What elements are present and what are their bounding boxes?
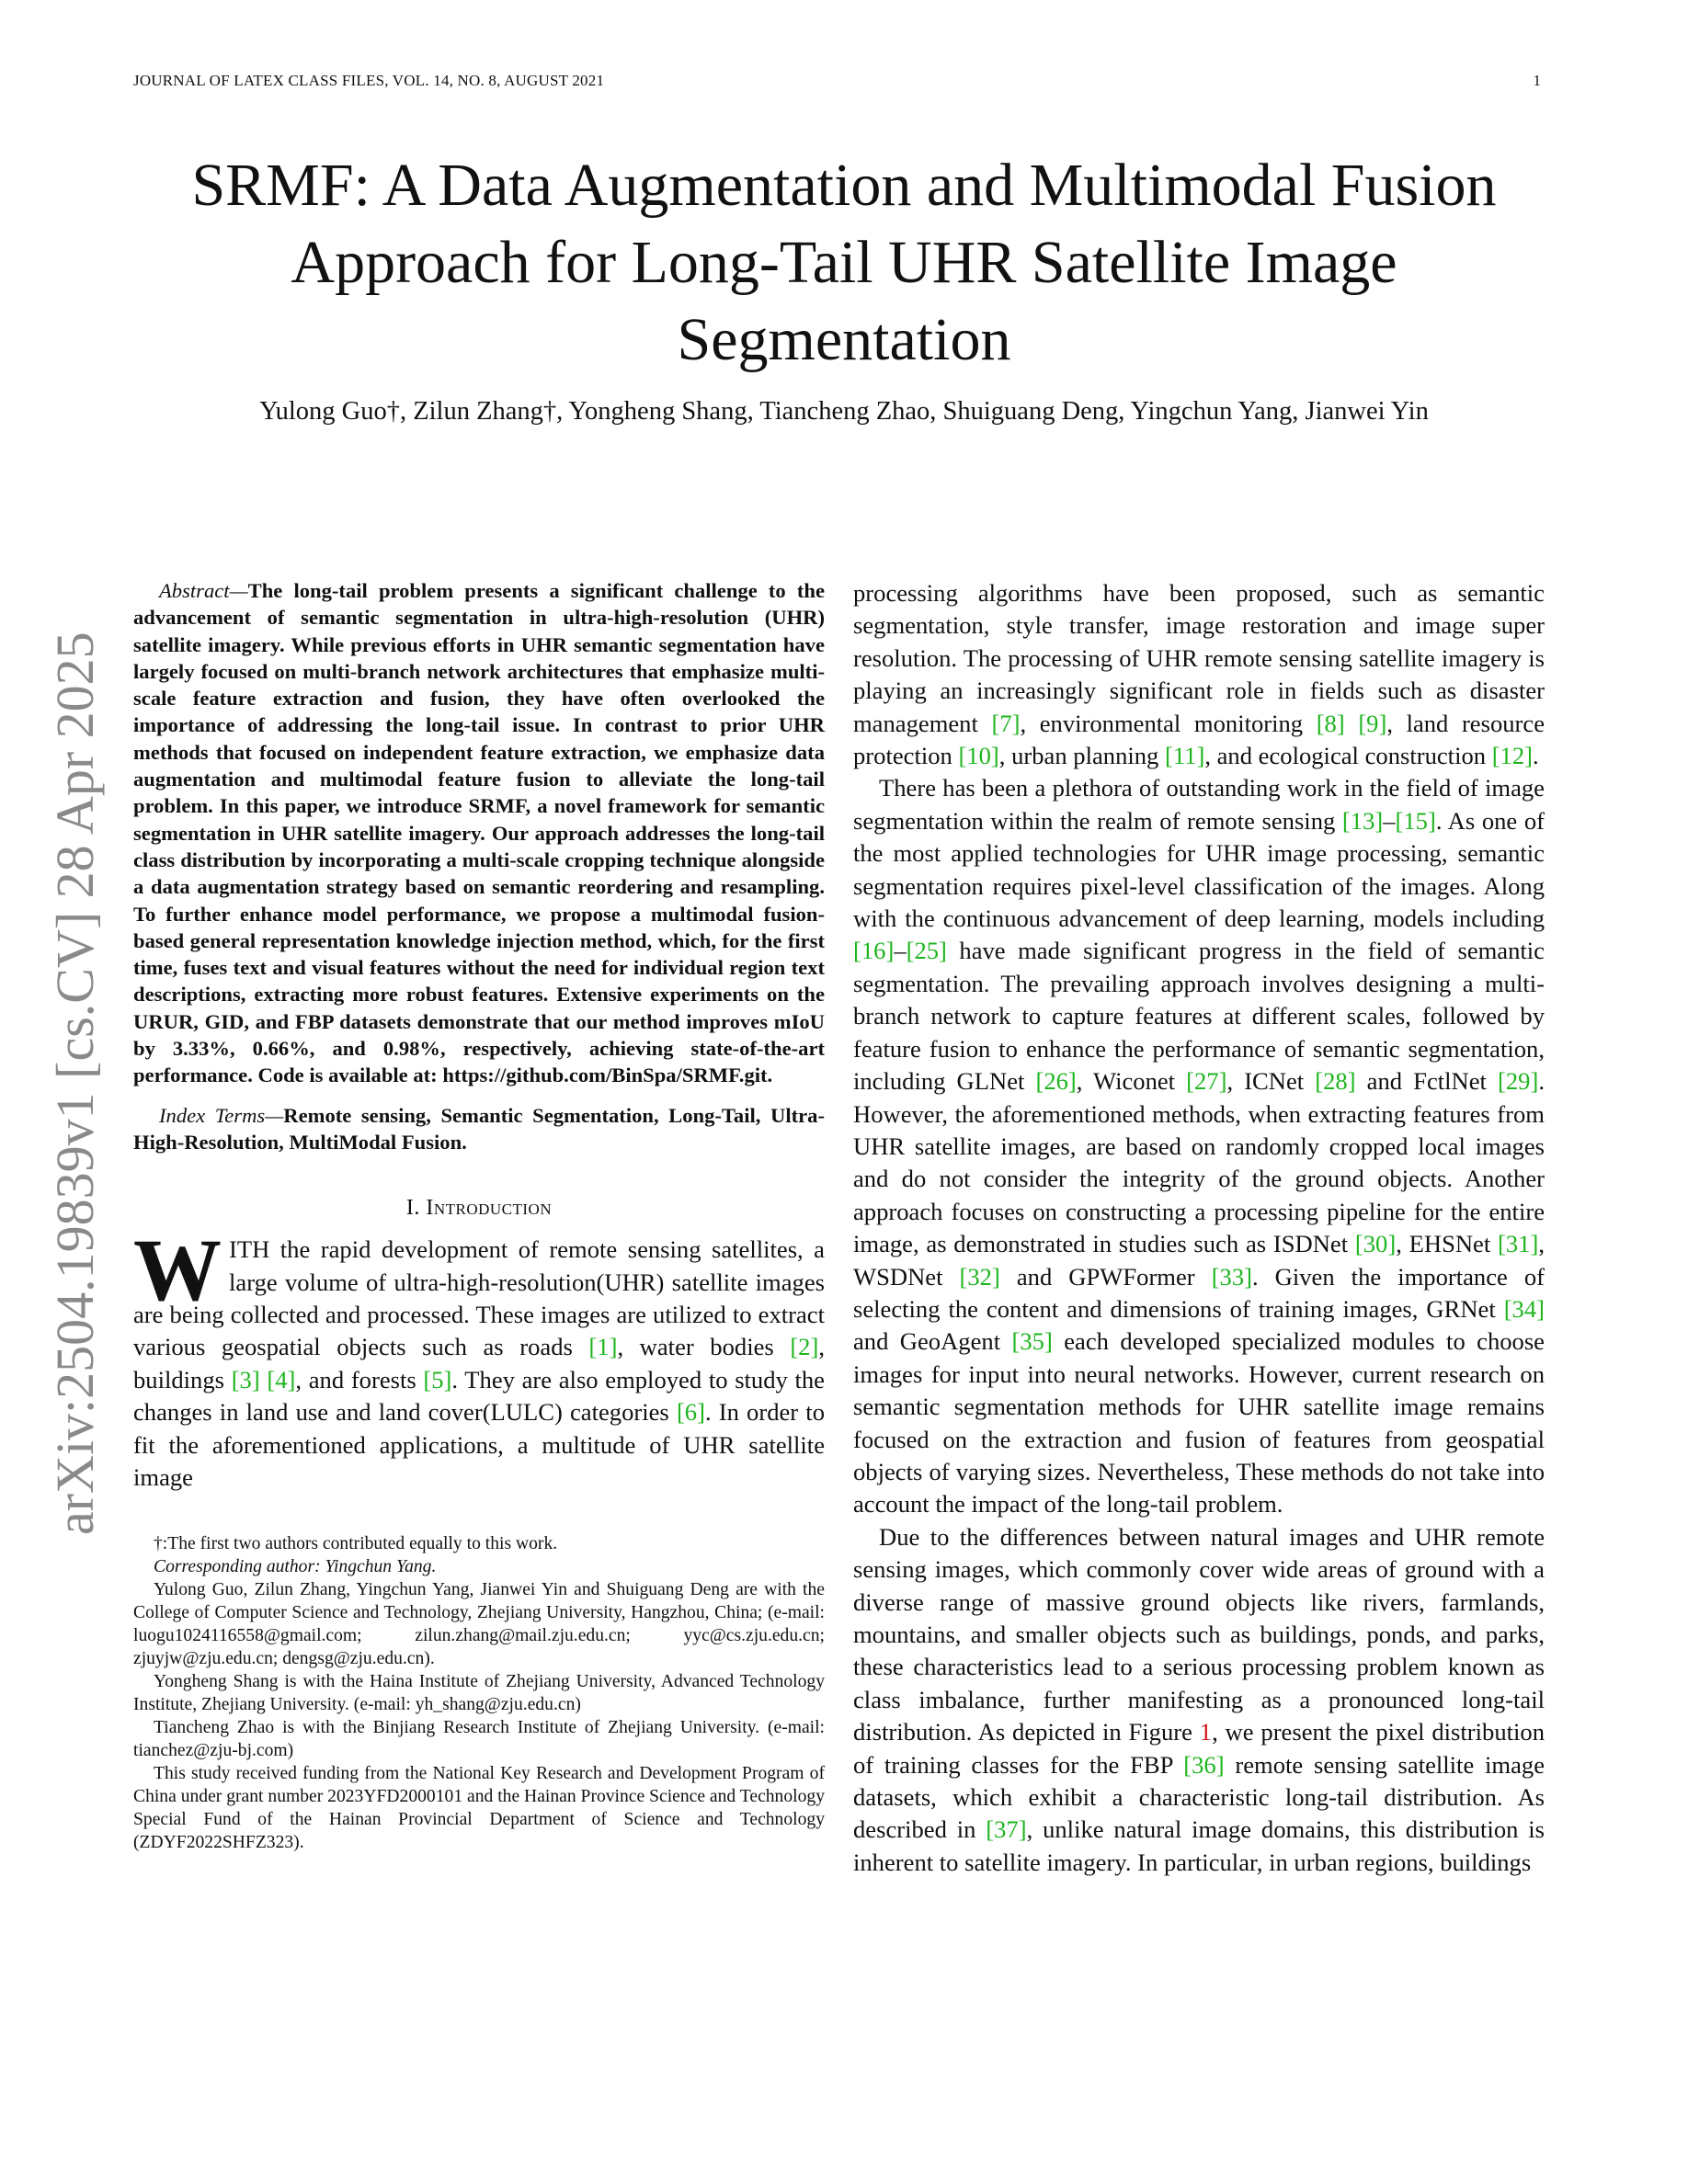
citation-link[interactable]: [10] — [958, 742, 999, 770]
citation-link[interactable]: [7] — [991, 709, 1021, 737]
citation-link[interactable]: [16] — [853, 937, 895, 965]
text-run: . They are also employed to study the changes in land use and land cover(LULC) categories — [133, 1365, 825, 1427]
citation-link[interactable]: [31] — [1498, 1230, 1539, 1258]
abstract-text: The long-tail problem presents a significant challenge to the advancement of semantic segmentation in ultra-high-resolution (UHR) satellite imagery. While previous efforts in UHR semantic segmentation have largely focused on multi-branch network architectures that emphasize multi-scale feature extraction and fusion, they have often overlooked the importance of addressing the long-tail issue. In contrast to prior UHR methods that focused on independent feature extraction, we emphasize data augmentation and multimodal feature fusion to alleviate the long-tail problem. In this paper, we introduce SRMF, a novel framework for semantic segmentation in UHR satellite imagery. Our approach addresses the long-tail class distribution by incorporating a multi-scale cropping technique alongside a data augmentation strategy based on semantic reordering and resampling. To further enhance model performance, we propose a multimodal fusion-based general representation knowledge injection method, which, for the first time, fuses text and visual features without the need for individual region text descriptions, extracting more robust features. Extensive experiments on the URUR, GID, and FBP datasets demonstrate that our method improves mIoU by 3.33%, 0.66%, and 0.98%, respectively, achieving state-of-the-art performance. Code is available at: https://github.com/BinSpa/SRMF.git. — [133, 579, 825, 1087]
citation-link[interactable]: [30] — [1354, 1230, 1397, 1258]
text-run: and GeoAgent — [853, 1327, 1012, 1356]
text-run: . — [1533, 742, 1539, 770]
abstract — [133, 577, 825, 1089]
text-run: , urban planning — [998, 742, 1165, 770]
text-run: , buildings — [133, 1333, 825, 1393]
page-number: 1 — [1533, 72, 1541, 89]
citation-link[interactable]: [12] — [1491, 742, 1534, 770]
citation-link[interactable]: [37] — [986, 1815, 1027, 1844]
footnotes — [133, 1532, 825, 1854]
citation-link[interactable]: [6] — [676, 1398, 705, 1427]
text-run: Due to the differences between natural images and UHR remote sensing images, which commonly cover wide areas of ground with a diverse range of massive ground objects like rivers, farmlands, mountains, and smaller objects such as buildings, ponds, and parks, these characteristics lead to a serious processing problem known as class imbalance, further manifesting as a pronounced long-tail distribution. As depicted in Figure — [853, 1522, 1545, 1746]
intro-paragraph — [133, 1221, 825, 1494]
right-column — [853, 577, 1545, 1879]
text-run: . As one of the most applied technologies for UHR image processing, semantic segmentation requires pixel-level classification of the images. Along with the continuous advancement of deep learning, models including — [853, 806, 1545, 933]
index-terms-text: Remote sensing, Semantic Segmentation, Long-Tail, Ultra-High-Resolution, MultiModal Fusion. — [133, 1103, 825, 1154]
footnote-corresponding-author: Corresponding author: Yingchun Yang. — [154, 1557, 437, 1577]
running-header: JOURNAL OF LATEX CLASS FILES, VOL. 14, NO. 8, AUGUST 2021 — [133, 72, 605, 89]
drop-cap: W — [133, 1221, 222, 1320]
citation-link[interactable]: [27] — [1186, 1067, 1227, 1096]
body-paragraph — [853, 772, 1545, 1520]
text-run: , unlike natural image domains, this distribution is inherent to satellite imagery. In particular, in urban regions, buildings — [853, 1815, 1545, 1876]
citation-link[interactable]: [35] — [1011, 1327, 1053, 1356]
citation-link[interactable]: [5] — [423, 1365, 452, 1393]
text-run: and GPWFormer — [999, 1262, 1212, 1291]
text-run: and FctlNet — [1355, 1067, 1499, 1096]
citation-link[interactable]: [4] — [267, 1365, 296, 1393]
text-run: processing algorithms have been proposed, such as semantic segmentation, style transfer, image restoration and image super resolution. The processing of UHR remote sensing satellite imagery is playing an increasingly significant role in fields such as disaster management — [853, 579, 1545, 737]
text-run: , environmental monitoring — [1020, 709, 1317, 737]
index-terms-label: Index Terms— — [159, 1103, 284, 1127]
text-run: , and forests — [295, 1365, 424, 1393]
text-run: have made significant progress in the field of semantic segmentation. The prevailing approach involves designing a multi-branch network to capture features at different scales, followed by feature fusion to enhance the performance of semantic segmentation, including GLNet — [853, 937, 1545, 1096]
text-run: , ICNet — [1226, 1067, 1316, 1096]
body-paragraph — [853, 577, 1545, 772]
index-terms — [133, 1102, 825, 1156]
citation-link[interactable]: [26] — [1035, 1067, 1077, 1096]
text-run: , water bodies — [617, 1333, 791, 1361]
footnote-affiliation: Yulong Guo, Zilun Zhang, Yingchun Yang, Jianwei Yin and Shuiguang Deng are with the College of Computer Science and Technology, Zhejiang University, Hangzhou, China; (e-mail: luogu1024116558@gmail.com; zilun.zhang@mail.zju.edu.cn; yyc@cs.zju.edu.cn; zjuyjw@zju.edu.cn; dengsg@zju.edu.cn). — [133, 1580, 825, 1669]
citation-link[interactable]: [9] — [1358, 709, 1387, 737]
body-paragraph — [853, 1521, 1545, 1879]
text-run: , land resource protection — [853, 709, 1545, 770]
text-run: , EHSNet — [1396, 1230, 1499, 1258]
text-run: , we present the pixel distribution of training classes for the FBP — [853, 1718, 1545, 1779]
section-heading-introduction: I. Introduction — [405, 1196, 553, 1221]
text-run: . However, the aforementioned methods, when extracting features from UHR satellite images, are based on randomly cropped local images and do not consider the integrity of the ground objects. Another approach focuses on constructing a processing pipeline for the entire image, as demonstrated in studies such as ISDNet — [853, 1067, 1545, 1258]
footnote-equal-contribution: †:The first two authors contributed equally to this work. — [154, 1534, 558, 1554]
citation-link[interactable]: [36] — [1183, 1750, 1225, 1779]
text-run: . Given the importance of selecting the content and dimensions of training images, GRNet — [853, 1262, 1545, 1323]
text-run: There has been a plethora of outstanding work in the field of image segmentation within the realm of remote sensing — [853, 774, 1545, 835]
text-run — [1345, 710, 1359, 737]
citation-link[interactable]: [2] — [790, 1333, 819, 1361]
abstract-label: Abstract— — [159, 579, 248, 602]
citation-link[interactable]: [25] — [906, 937, 947, 965]
author-list: Yulong Guo†, Zilun Zhang†, Yongheng Shang, Tiancheng Zhao, Shuiguang Deng, Yingchun Yang, Jianwei Yin — [259, 397, 1429, 426]
figure-reference-link[interactable]: 1 — [1199, 1718, 1213, 1746]
footnote-funding: This study received funding from the National Key Research and Development Program of China under grant number 2023YFD2000101 and the Hainan Province Science and Technology Special Fund of the Hainan Provincial Department of Science and Technology (ZDYF2022SHFZ323). — [133, 1764, 825, 1853]
citation-link[interactable]: [32] — [959, 1262, 1000, 1291]
text-run: remote sensing satellite image datasets, which exhibit a characteristic long-tail distribution. As described in — [853, 1750, 1545, 1844]
text-run: . In order to fit the aforementioned applications, a multitude of UHR satellite image — [133, 1398, 825, 1492]
arxiv-identifier-stamp: arXiv:2504.19839v1 [cs.CV] 28 Apr 2025 — [45, 631, 105, 1535]
citation-link[interactable]: [8] — [1316, 709, 1345, 737]
text-run: , WSDNet — [853, 1230, 1545, 1291]
citation-link[interactable]: [13] — [1341, 806, 1384, 835]
citation-link[interactable]: [28] — [1315, 1067, 1356, 1096]
text-run: ITH the rapid development of remote sensing satellites, a large volume of ultra-high-resolution(UHR) satellite images are being collected and processed. These images are utilized to extract various geospatial objects such as roads — [133, 1235, 825, 1361]
text-run: , Wiconet — [1076, 1067, 1187, 1096]
footnote-affiliation: Yongheng Shang is with the Haina Institute of Zhejiang University, Advanced Technology Institute, Zhejiang University. (e-mail: yh_shang@zju.edu.cn) — [133, 1672, 825, 1715]
text-run: – — [894, 937, 907, 965]
paper-title: SRMF: A Data Augmentation and Multimodal Fusion Approach for Long-Tail UHR Satellite Image Segmentation — [191, 152, 1497, 373]
text-run: each developed specialized modules to choose images for input into neural networks. However, current research on semantic segmentation methods for UHR satellite image remains focused on the extraction and fusion of features from geospatial objects of varying sizes. Nevertheless, These methods do not take into account the impact of the long-tail problem. — [853, 1327, 1545, 1519]
citation-link[interactable]: [29] — [1498, 1067, 1539, 1096]
citation-link[interactable]: [11] — [1165, 742, 1205, 770]
text-run: – — [1383, 806, 1396, 835]
left-column — [133, 577, 825, 1854]
citation-link[interactable]: [33] — [1211, 1262, 1252, 1291]
citation-link[interactable]: [1] — [588, 1333, 618, 1361]
text-run: , and ecological construction — [1204, 742, 1492, 770]
citation-link[interactable]: [34] — [1503, 1294, 1545, 1323]
citation-link[interactable]: [15] — [1395, 806, 1436, 835]
citation-link[interactable]: [3] — [231, 1365, 260, 1393]
footnote-affiliation: Tiancheng Zhao is with the Binjiang Research Institute of Zhejiang University. (e-mail: tianchez@zju-bj.com) — [133, 1718, 825, 1761]
